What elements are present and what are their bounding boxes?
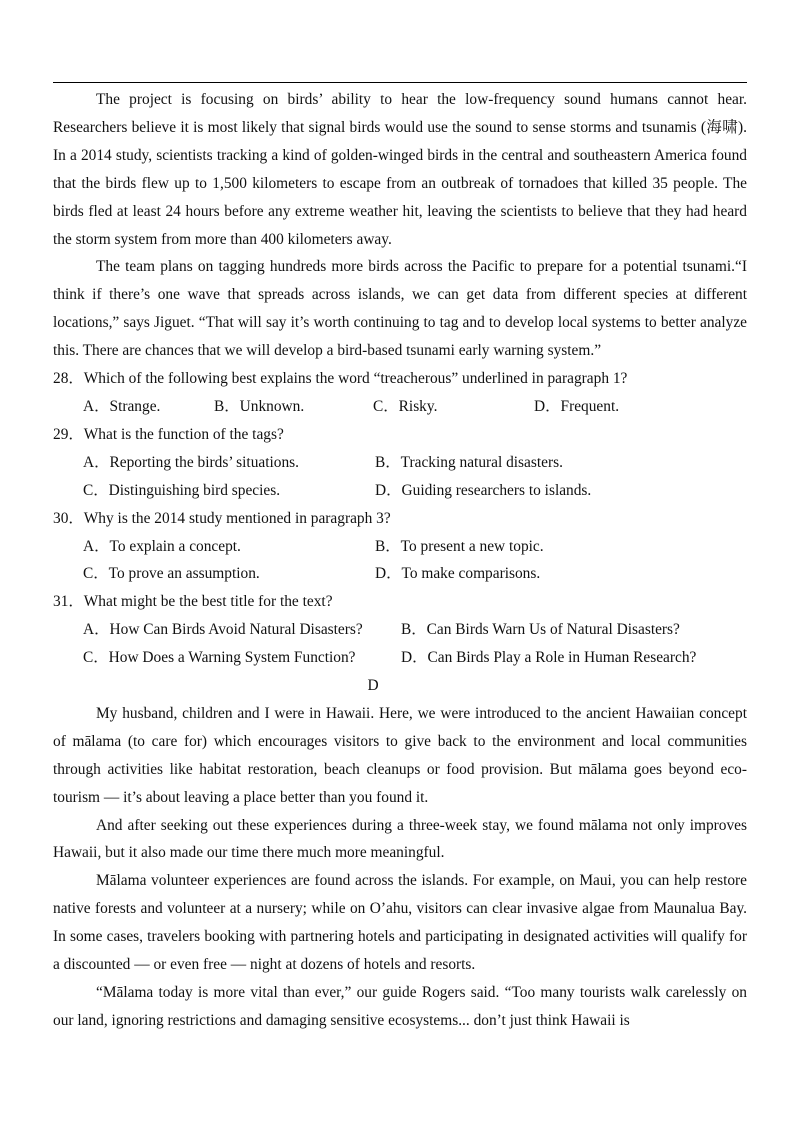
option-row	[53, 560, 747, 588]
option-c: C．Risky.	[373, 397, 438, 415]
option-row	[53, 644, 747, 672]
option-b: B．Can Birds Warn Us of Natural Disasters?	[401, 621, 680, 639]
passage-d-paragraph-1: My husband, children and I were in Hawaii. Here, we were introduced to the ancient Hawaiian concept of mālama (to care for) which encourages visitors to give back to the environment and local communities through activities like habitat restoration, beach cleanups or food provision. But mālama goes beyond eco-tourism — it’s about leaving a place better than you found it.	[53, 704, 747, 806]
option-b: B．Tracking natural disasters.	[375, 453, 563, 471]
option-c: C．How Does a Warning System Function?	[83, 649, 356, 667]
option-row	[53, 616, 747, 644]
option-a: A．How Can Birds Avoid Natural Disasters?	[83, 621, 363, 639]
question-stem: 31．What might be the best title for the text?	[53, 593, 333, 611]
option-b: B．Unknown.	[214, 397, 305, 415]
option-a: A．Reporting the birds’ situations.	[83, 453, 300, 471]
question-30	[53, 505, 747, 589]
document-body	[53, 86, 747, 1035]
option-row	[53, 449, 747, 477]
question-stem: 28．Which of the following best explains the word “treacherous” underlined in paragraph 1?	[53, 370, 628, 388]
question-29	[53, 421, 747, 505]
question-28	[53, 365, 747, 421]
passage-d-paragraph-3: Mālama volunteer experiences are found across the islands. For example, on Maui, you can help restore native forests and volunteer at a nursery; while on O’ahu, visitors can clear invasive algae from Maunalua Bay. In some cases, travelers booking with partnering hotels and participating in designated activities will qualify for a discounted — or even free — night at dozens of hotels and resorts.	[53, 872, 747, 974]
option-c: C．Distinguishing bird species.	[83, 481, 281, 499]
option-d: D．To make comparisons.	[375, 565, 541, 583]
option-d: D．Frequent.	[534, 397, 620, 415]
passage-c-paragraph-1: The project is focusing on birds’ ability to hear the low-frequency sound humans cannot hear. Researchers believe it is most likely that signal birds would use the sound to sense storms and tsunamis (海啸). In a 2014 study, scientists tracking a kind of golden-winged birds in the central and southeastern America found that the birds flew up to 1,500 kilometers to escape from an outbreak of tornadoes that killed 35 people. The birds fled at least 24 hours before any extreme weather hit, leaving the scientists to believe that they had heard the storm system from more than 400 kilometers away.	[53, 91, 747, 248]
question-stem: 29．What is the function of the tags?	[53, 425, 284, 443]
option-row	[53, 477, 747, 505]
option-c: C．To prove an assumption.	[83, 565, 260, 583]
question-31	[53, 588, 747, 672]
option-row	[53, 533, 747, 561]
passage-d-paragraph-2: And after seeking out these experiences during a three-week stay, we found mālama not only improves Hawaii, but it also made our time there much more meaningful.	[53, 816, 747, 862]
option-d: D．Can Birds Play a Role in Human Research?	[401, 649, 697, 667]
passage-c-paragraph-2: The team plans on tagging hundreds more birds across the Pacific to prepare for a potential tsunami.“I think if there’s one wave that spreads across islands, we can get data from different species at different locations,” says Jiguet. “That will say it’s worth continuing to tag and to develop local systems to better analyze this. There are chances that we will develop a bird-based tsunami early warning system.”	[53, 258, 747, 360]
option-a: A．To explain a concept.	[83, 537, 241, 555]
passage-d-paragraph-4: “Mālama today is more vital than ever,” our guide Rogers said. “Too many tourists walk carelessly on our land, ignoring restrictions and damaging sensitive ecosystems... don’t just think Hawaii is	[53, 984, 747, 1029]
option-b: B．To present a new topic.	[375, 537, 544, 555]
section-label-d: D	[367, 677, 379, 695]
option-d: D．Guiding researchers to islands.	[375, 481, 592, 499]
question-stem: 30．Why is the 2014 study mentioned in paragraph 3?	[53, 509, 391, 527]
option-a: A．Strange.	[83, 397, 161, 415]
header-rule	[53, 82, 747, 83]
option-row	[53, 393, 747, 421]
